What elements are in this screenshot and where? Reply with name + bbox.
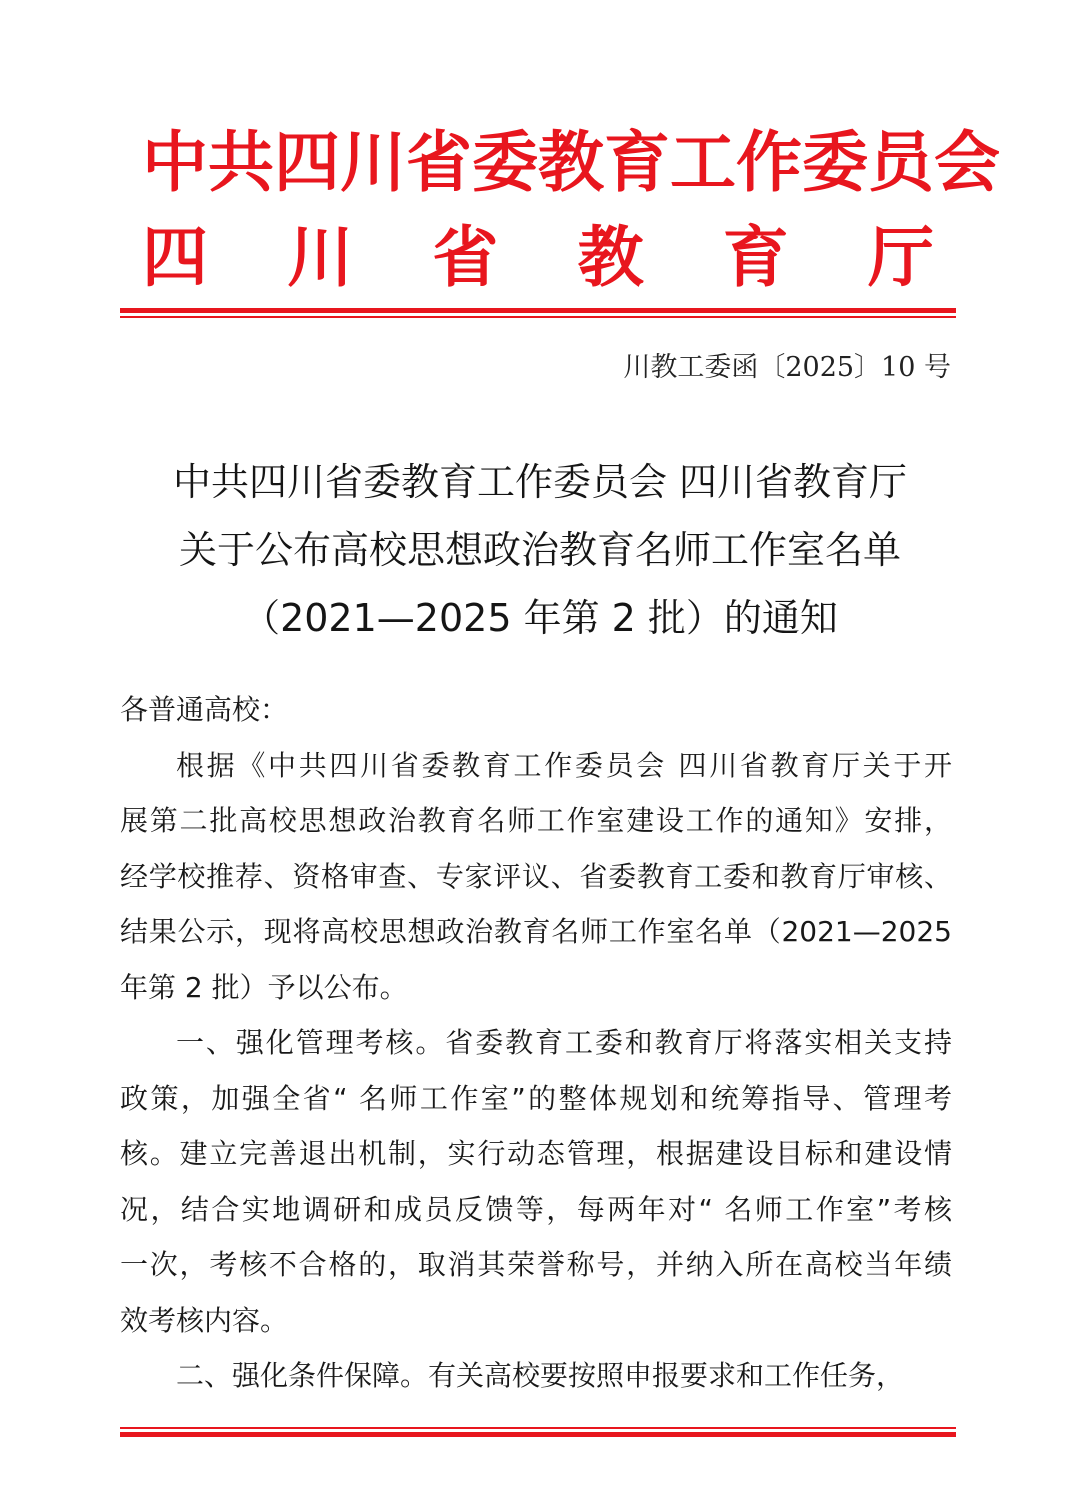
paragraph-line: 一次，考核不合格的，取消其荣誉称号，并纳入所在高校当年绩 (120, 1248, 952, 1281)
paragraph-line: 况，结合实地调研和成员反馈等，每两年对“ 名师工作室”考核 (120, 1192, 952, 1226)
org-line-1-char: 四 (274, 124, 340, 201)
paragraph-line: 结果公示，现将高校思想政治教育名师工作室名单（2021—2025 (120, 915, 952, 948)
footer-red-rule-thin (120, 1427, 956, 1429)
org-line-2-char: 教 (577, 219, 644, 296)
org-line-1-char: 中 (142, 124, 208, 201)
paragraph-line: 效考核内容。 (120, 1303, 289, 1337)
header-red-rule-thick (120, 308, 956, 313)
org-line-1-char: 共 (208, 124, 274, 201)
footer-red-rule-thick (120, 1432, 956, 1437)
org-line-2-char: 育 (722, 219, 789, 296)
title-line-3: （2021—2025 年第 2 批）的通知 (242, 596, 838, 640)
paragraph-line: 年第 2 批）予以公布。 (120, 970, 408, 1004)
paragraph-line: 根据《中共四川省委教育工作委员会 四川省教育厅关于开 (176, 748, 952, 782)
paragraph-line: 经学校推荐、资格审查、专家评议、省委教育工委和教育厅审核、 (120, 859, 952, 893)
org-line-1-char: 川 (340, 124, 406, 201)
salutation: 各普通高校： (120, 693, 289, 726)
org-line-1-char: 工 (670, 124, 736, 201)
body-paragraph (120, 738, 952, 1016)
paragraph-line: 核。建立完善退出机制，实行动态管理，根据建设目标和建设情 (120, 1137, 952, 1170)
org-line-2-char: 川 (287, 219, 354, 296)
paragraph-line: 政策，加强全省“ 名师工作室”的整体规划和统筹指导、管理考 (120, 1081, 952, 1115)
paragraph-line: 展第二批高校思想政治教育名师工作室建设工作的通知》安排， (120, 804, 952, 837)
org-line-1-char: 员 (868, 124, 934, 201)
paragraph-line: 二、强化条件保障。有关高校要按照申报要求和工作任务， (176, 1359, 905, 1392)
org-line-1-char: 委 (802, 124, 868, 201)
org-line-1-char: 会 (934, 124, 1000, 201)
org-line-1-char: 作 (736, 124, 802, 201)
document-body (120, 682, 952, 1404)
title-line-1: 中共四川省委教育工作委员会 四川省教育厅 (172, 460, 908, 504)
org-line-1-char: 省 (406, 124, 472, 201)
document-number: 川教工委函〔2025〕10 号 (623, 352, 951, 383)
org-line-2-char: 四 (142, 219, 208, 296)
issuing-org-party-committee (120, 124, 1000, 201)
org-line-1-char: 教 (538, 124, 604, 201)
org-line-1-char: 委 (472, 124, 538, 201)
body-paragraph (120, 1348, 952, 1404)
org-line-2-char: 省 (432, 219, 499, 296)
header-red-rule-thin (120, 316, 956, 318)
paragraph-line: 一、强化管理考核。省委教育工委和教育厅将落实相关支持 (176, 1026, 952, 1059)
body-paragraph (120, 1015, 952, 1348)
issuing-org-education-department (120, 219, 956, 296)
org-line-1-char: 育 (604, 124, 670, 201)
document-title (100, 448, 980, 652)
org-line-2-char: 厅 (867, 219, 934, 296)
title-line-2: 关于公布高校思想政治教育名师工作室名单 (178, 528, 901, 572)
